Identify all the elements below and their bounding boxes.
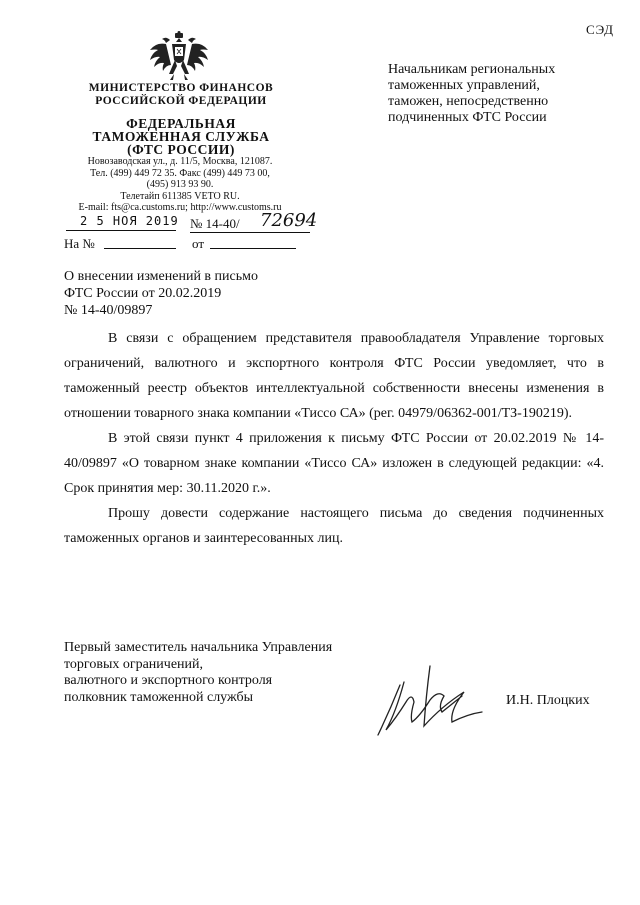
service-line-1: ФЕДЕРАЛЬНАЯ (126, 116, 236, 131)
reply-to-date-label: от (192, 236, 205, 251)
address-line-4: Телетайп 611385 VETO RU. (120, 190, 240, 202)
subject-line-1: О внесении изменений в письмо (64, 269, 258, 284)
letter-body (64, 326, 604, 551)
signatory-title-line-4: полковник таможенной службы (64, 689, 254, 705)
address-line-5: E-mail: fts@ca.customs.ru; http://www.customs.ru (78, 202, 282, 214)
reply-to-number-line (104, 248, 176, 249)
signatory-title-line-3: валютного и экспортного контроля (64, 673, 273, 688)
addressee-line-2: таможенных управлений, (388, 78, 540, 93)
number-underline (190, 232, 310, 233)
addressee-line-1: Начальникам региональных (388, 62, 556, 77)
addressee-line-3: таможен, непосредственно (388, 94, 549, 109)
sed-label: СЭД (585, 22, 614, 37)
body-paragraph-2: В этой связи пункт 4 приложения к письму ФТС России от 20.02.2019 № 14-40/09897 «О товарном знаке компании «Тиссо СА» изложен в следующей редакции: «4. Срок принятия мер: 30.11.2020 г.». (64, 431, 604, 496)
signatory-name: И.Н. Плоцких (506, 693, 590, 708)
addressee-line-4: подчиненных ФТС России (388, 110, 547, 125)
body-paragraph-3: Прошу довести содержание настоящего письма до сведения подчиненных таможенных органов и заинтересованных лиц. (64, 506, 604, 546)
body-paragraph-1: В связи с обращением представителя правообладателя Управление торговых ограничений, валютного и экспортного контроля ФТС России уведомляет, что в таможенный реестр объектов интеллектуальной собственности внесены изменения в отношении товарного знака компании «Тиссо СА» (рег. 04979/06362-001/ТЗ-190219). (64, 331, 604, 421)
sender-organization (68, 82, 294, 156)
subject-line-3: № 14-40/09897 (64, 303, 153, 318)
registration-number-handwritten: 72694 (260, 210, 318, 231)
service-line-2: ТАМОЖЕННАЯ СЛУЖБА (92, 129, 270, 144)
registration-date-stamp: 2 5 НОЯ 2019 (80, 214, 179, 228)
address-line-1: Новозаводская ул., д. 11/5, Москва, 121087. (87, 156, 273, 167)
handwritten-signature (370, 660, 500, 750)
address-line-3: (495) 913 93 90. (146, 179, 214, 191)
address-line-2: Тел. (499) 449 72 35. Факс (499) 449 73 00, (90, 167, 270, 179)
subject-line-2: ФТС России от 20.02.2019 (64, 286, 222, 301)
date-underline (66, 230, 176, 231)
ministry-line-2: РОССИЙСКОЙ ФЕДЕРАЦИИ (95, 95, 267, 107)
ministry-line-1: МИНИСТЕРСТВО ФИНАНСОВ (88, 82, 274, 94)
service-line-3: (ФТС РОССИИ) (127, 142, 235, 157)
addressee-block (388, 62, 608, 126)
letter-subject (64, 268, 324, 319)
signatory-title-line-1: Первый заместитель начальника Управления (64, 640, 333, 655)
registration-number-prefix: № 14-40/ (190, 216, 240, 231)
double-headed-eagle-emblem-icon (148, 30, 210, 82)
reply-to-date-line (210, 248, 296, 249)
reply-to-number-label: На № (64, 236, 95, 251)
signatory-title-line-2: торговых ограничений, (64, 656, 204, 672)
sender-contacts (60, 156, 300, 214)
signatory-title (64, 640, 384, 706)
